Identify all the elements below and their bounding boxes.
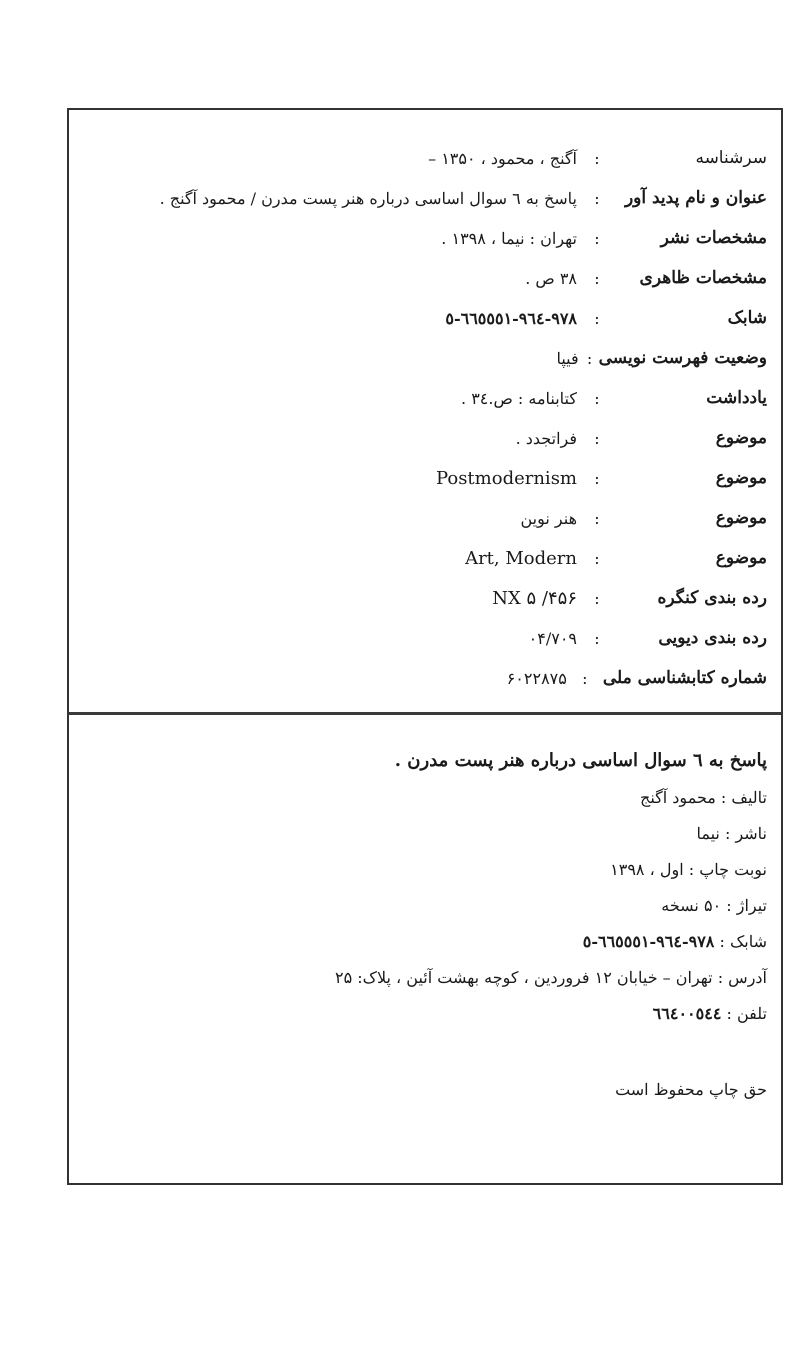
- author-line: تالیف : محمود آگنج: [640, 788, 767, 807]
- cip-value: پاسخ به ٦ سوال اساسی درباره هنر پست مدرن / محمود آگنج .: [159, 188, 577, 208]
- imprint-section: [87, 742, 767, 1108]
- cip-colon: :: [594, 228, 600, 248]
- cip-label: مشخصات نشر: [660, 228, 767, 248]
- copyright-notice: حق چاپ محفوظ است: [615, 1080, 767, 1099]
- cip-label: سرشناسه: [695, 148, 767, 168]
- cip-colon: :: [594, 428, 600, 448]
- cip-value: Postmodernism: [435, 467, 577, 489]
- cip-value: فراتجدد .: [515, 428, 577, 448]
- cip-row-title: [87, 178, 767, 218]
- cip-colon: :: [594, 308, 600, 328]
- cip-value: ٩٧٨-٩٦٤-٦٦٥٥٥١-٥: [445, 308, 577, 328]
- isbn-value: ٩٧٨-٩٦٤-٦٦٥٥٥١-٥: [582, 932, 715, 951]
- cip-value: NX ۵ /۴۵۶: [492, 587, 577, 609]
- address-line: آدرس : تهران – خیابان ۱۲ فروردین ، کوچه بهشت آئین ، پلاک: ۲۵: [334, 968, 767, 987]
- cip-row-main-entry: [87, 138, 767, 178]
- print-run-line: تیراژ : ۵۰ نسخه: [661, 896, 767, 915]
- cip-value: Art, Modern: [465, 547, 577, 569]
- phone-value: ٦٦٤٠٠٥٤٤: [652, 1004, 722, 1023]
- cip-value: ۳۸ ص .: [525, 268, 577, 288]
- cip-label: شابک: [727, 308, 767, 328]
- cip-row-subject: [87, 418, 767, 458]
- cip-colon: :: [586, 348, 593, 368]
- cip-label: موضوع: [715, 508, 767, 528]
- cip-value: هنر نوین: [520, 508, 577, 528]
- cip-record: [87, 138, 767, 698]
- cip-colon: :: [594, 268, 600, 288]
- cip-colon: :: [594, 148, 600, 168]
- cip-row-cataloging-status: [87, 338, 767, 378]
- cip-row-subject: [87, 498, 767, 538]
- phone-line: [87, 996, 767, 1032]
- cip-label: مشخصات ظاهری: [639, 268, 767, 288]
- cip-colon: :: [594, 468, 600, 488]
- book-title: پاسخ به ٦ سوال اساسی درباره هنر پست مدرن .: [394, 750, 767, 771]
- cip-value: آگنج ، محمود ، ۱۳۵۰ –: [428, 148, 577, 168]
- cip-colon: :: [594, 588, 600, 608]
- cip-row-publication: [87, 218, 767, 258]
- cip-value: فیپا: [556, 348, 579, 368]
- cip-label: موضوع: [715, 428, 767, 448]
- cip-value: ۰۴/۷۰۹: [528, 628, 577, 648]
- cip-label: وضعیت فهرست نویسی: [598, 348, 767, 368]
- cip-colon: :: [594, 548, 600, 568]
- cip-row-lc-classification: [87, 578, 767, 618]
- edition-line: نوبت چاپ : اول ، ۱۳۹۸: [610, 860, 767, 879]
- cip-row-subject: [87, 538, 767, 578]
- cip-row-note: [87, 378, 767, 418]
- cip-value: کتابنامه : ص.۳٤ .: [461, 388, 577, 408]
- section-divider: [69, 712, 781, 715]
- cip-colon: :: [594, 628, 600, 648]
- document-frame: [67, 108, 783, 1185]
- cip-row-physical: [87, 258, 767, 298]
- publisher-line: ناشر : نیما: [696, 824, 767, 843]
- phone-label: تلفن :: [721, 1004, 767, 1023]
- isbn-label: شابک :: [714, 932, 767, 951]
- cip-label: موضوع: [715, 468, 767, 488]
- cip-value: ۶۰۲۲۸۷۵: [506, 668, 567, 688]
- cip-label: رده بندی دیویی: [658, 628, 767, 648]
- cip-row-dewey-classification: [87, 618, 767, 658]
- cip-row-national-bibliography-number: [87, 658, 767, 698]
- cip-colon: :: [594, 508, 600, 528]
- cip-value: تهران : نیما ، ۱۳۹۸ .: [441, 228, 577, 248]
- cip-row-isbn: [87, 298, 767, 338]
- cip-label: عنوان و نام پدید آور: [624, 188, 767, 208]
- cip-colon: :: [594, 188, 600, 208]
- cip-label: موضوع: [715, 548, 767, 568]
- cip-label: یادداشت: [706, 388, 767, 408]
- cip-row-subject: [87, 458, 767, 498]
- cip-label: شماره کتابشناسی ملی: [602, 668, 767, 688]
- cip-colon: :: [582, 668, 588, 688]
- cip-label: رده بندی کنگره: [657, 588, 767, 608]
- isbn-line: [87, 924, 767, 960]
- cip-colon: :: [594, 388, 600, 408]
